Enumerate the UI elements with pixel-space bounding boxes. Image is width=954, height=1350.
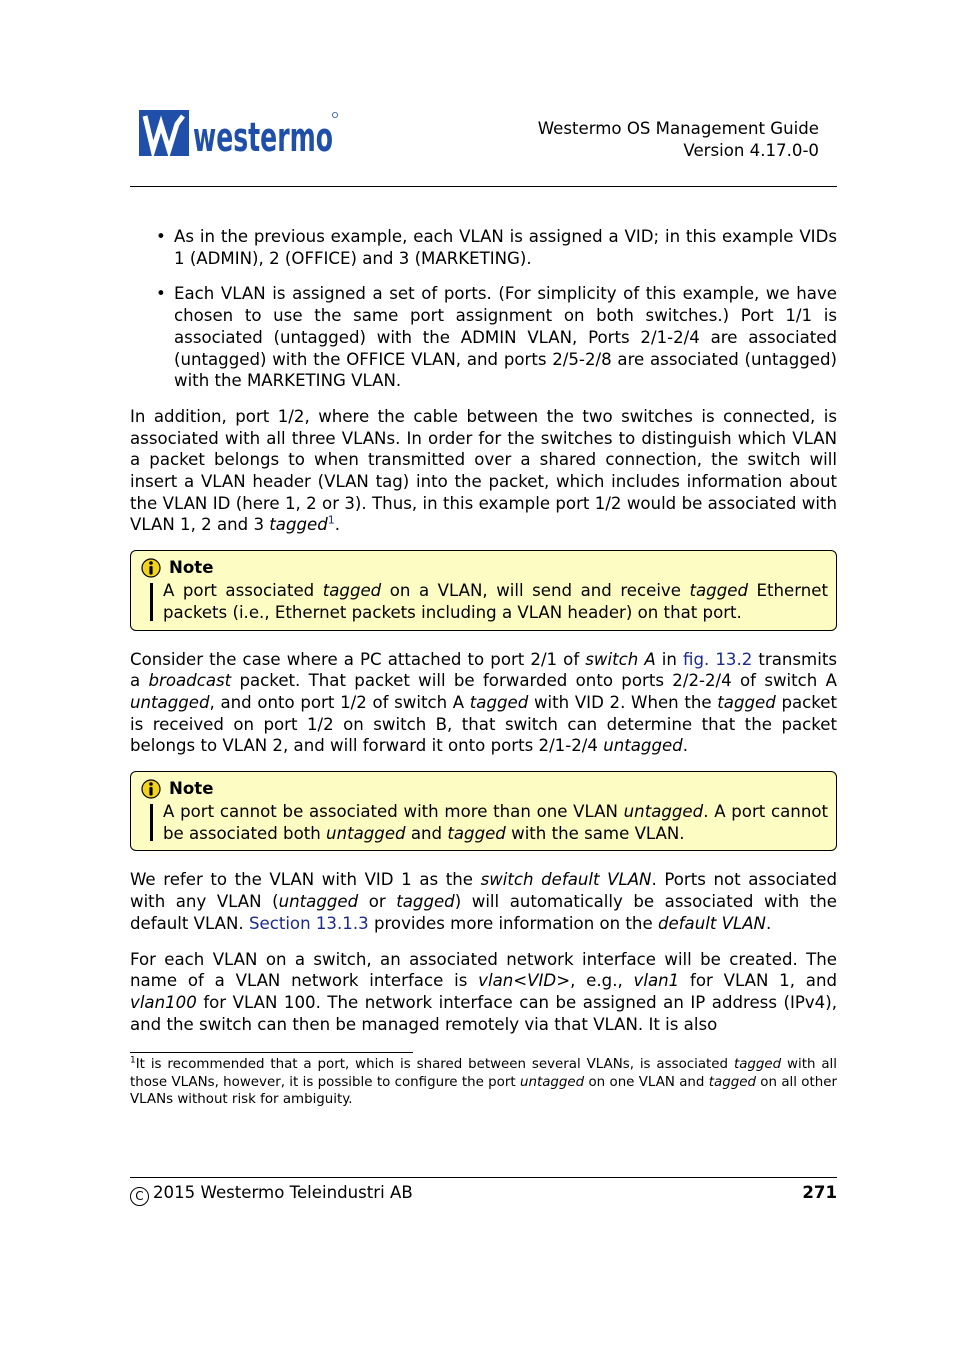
bullet-icon: • [156,227,166,246]
note-text: A port cannot be associated with more than one VLAN untagged. A port cannot be associated both untagged and tagged with the same VLAN. [163,802,828,843]
info-icon [141,778,161,800]
footnote-reference[interactable]: 1 [327,513,335,527]
footer-divider [130,1177,837,1178]
para-text: . [334,515,341,535]
note-bar [150,583,153,620]
figure-link[interactable]: fig. 13.2 [683,649,753,669]
note-box [130,771,837,851]
para-emphasis: tagged [269,515,328,535]
page-number: 271 [802,1183,837,1202]
note-title: Note [169,779,214,799]
main-content [130,226,837,1049]
copyright-icon: C [130,1187,149,1206]
paragraph-port-tagging [130,406,837,536]
note-title: Note [169,558,214,578]
header-info [538,118,819,162]
bullet-text: As in the previous example, each VLAN is assigned a VID; in this example VIDs 1 (ADMIN), 2 (OFFICE) and 3 (MARKETING). [174,227,837,268]
info-icon [141,557,161,579]
section-link[interactable]: Section 13.1.3 [248,913,369,933]
list-item [130,226,837,269]
footnote-divider [130,1052,413,1053]
header-divider [130,186,837,187]
paragraph-broadcast-example: Consider the case where a PC attached to port 2/1 of switch A in fig. 13.2 transmits a broadcast packet. That packet will be forwarded onto ports 2/2-2/4 of switch A untagged, and onto port 1/2 of switch A tagged with VID 2. When the tagged packet is received on port 1/2 on switch B, that switch can determine that the packet belongs to VLAN 2, and will forward it onto ports 2/1-2/4 untagged. [130,649,837,756]
para-text: In addition, port 1/2, where the cable between the two switches is connected, is associated with all three VLANs. In order for the switches to distinguish which VLAN a packet belongs to when transmitted over a shared connection, the switch will insert a VLAN header (VLAN tag) into the packet, which includes information about the VLAN ID (here 1, 2 or 3). Thus, in this example port 1/2 would be associated with VLAN 1, 2 and 3 [130,406,837,535]
bullet-text: Each VLAN is assigned a set of ports. (For simplicity of this example, we have chosen to use the same port assignment on both switches.) Port 1/1 is associated (untagged) with the ADMIN VLAN, Ports 2/1-2/4 are associated (untagged) with the OFFICE VLAN, and ports 2/5-2/8 are associated (untagged) with the MARKETING VLAN. [174,284,837,391]
bullet-icon: • [156,284,166,304]
westermo-logo [139,110,339,161]
footer-copyright [130,1183,413,1206]
footnote: $^1$It is recommended that a port, which is shared between several VLANs, is associated tagged with all those VLANs, however, it is possible to configure the port untagged on one VLAN and tagged on all other VLANs without risk for ambiguity. [130,1055,837,1108]
note-bar [150,804,153,841]
paragraph-vlan-interface: For each VLAN on a switch, an associated network interface will be created. The name of a VLAN network interface is vlan<VID>, e.g., vlan1 for VLAN 1, and vlan100 for VLAN 100. The network interface can be assigned an IP address (IPv4), and the switch can then be managed remotely via that VLAN. It is also [130,949,837,1034]
note-box [130,550,837,630]
note-text: A port associated tagged on a VLAN, will send and receive tagged Ethernet packets (i.e., Ethernet packets including a VLAN header) on that port. [163,581,828,622]
copyright-text: 2015 Westermo Teleindustri AB [153,1183,413,1202]
logo-wordmark: westermo [193,115,333,161]
footnote-mark: 1 [130,1055,136,1066]
guide-version: Version 4.17.0-0 [683,141,819,160]
bullet-list [130,226,837,392]
guide-title: Westermo OS Management Guide [537,119,819,138]
paragraph-default-vlan: We refer to the VLAN with VID 1 as the switch default VLAN. Ports not associated with any VLAN (untagged or tagged) will automatically be associated with the default VLAN. Section 13.1.3 provides more information on the default VLAN. [130,870,837,933]
list-item [130,283,837,392]
